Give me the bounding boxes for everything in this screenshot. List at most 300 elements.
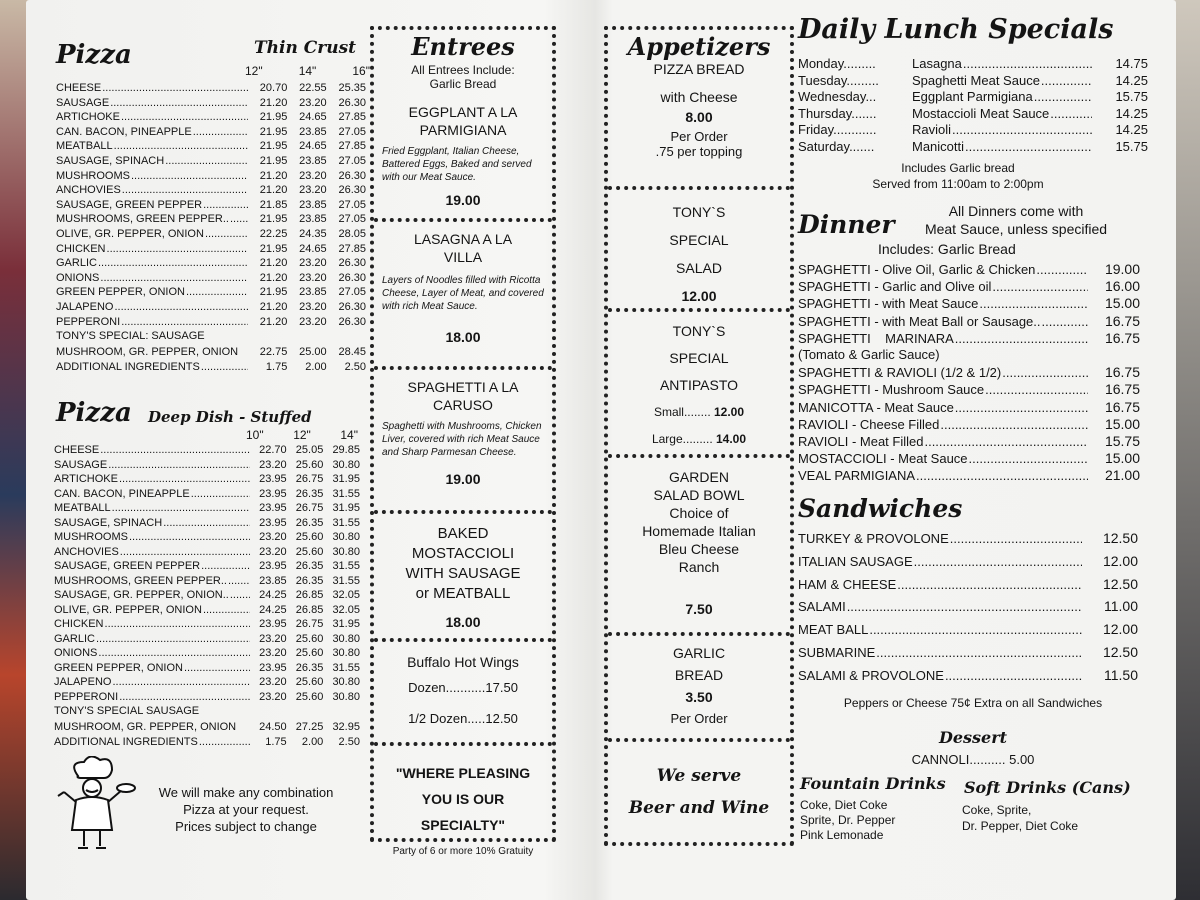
dinner-name — [798, 365, 1088, 380]
pizza-name-text: GREEN PEPPER, ONION — [56, 286, 185, 299]
pizza-row — [54, 488, 360, 500]
sandwich-name — [798, 554, 1082, 569]
pizza-name-text: ONIONS — [56, 271, 100, 284]
pizza-price: 23.20 — [299, 169, 327, 182]
lunch-note-2: Served from 11:00am to 2:00pm — [872, 177, 1044, 191]
pizza-price: 21.95 — [259, 125, 288, 138]
dinner-name — [798, 296, 1088, 311]
pizza-price: 23.95 — [259, 502, 287, 514]
pizza-name — [54, 662, 250, 674]
lunch-price: 14.25 — [1115, 72, 1148, 88]
additional-price: 2.00 — [305, 361, 327, 374]
pizza-name-text: JALAPENO — [56, 301, 114, 313]
pizza-name-text: ARTICHOKE — [56, 111, 120, 124]
dinner-title: Dinner — [798, 210, 895, 239]
salad-line-3: SALAD — [676, 260, 722, 276]
pizza-price: 22.55 — [299, 82, 327, 94]
dinner-row — [798, 364, 1140, 380]
lunch-dish — [912, 73, 1092, 88]
pizza-price: 21.20 — [259, 169, 288, 182]
dinner-name-text: SPAGHETTI - Garlic and Olive oil — [798, 279, 992, 295]
caruso-desc: Spaghetti with Mushrooms, Chicken Liver, covered with rich Meat Sauce and Sharp Parmesan Cheese. — [382, 421, 542, 458]
sandwich-name-text: MEAT BALL — [798, 622, 869, 638]
dinner-name — [798, 279, 1088, 294]
dinner-price: 16.75 — [1104, 312, 1140, 329]
dinner-row — [798, 399, 1140, 415]
sandwich-name-text: SALAMI — [798, 599, 846, 615]
pizza-name-text: GREEN PEPPER, ONION — [54, 661, 183, 674]
pizza-price: 27.85 — [338, 242, 366, 255]
pizza-row — [54, 560, 360, 572]
pizza-price: 27.05 — [338, 286, 366, 299]
soft-drinks-title: Soft Drinks (Cans) — [964, 778, 1131, 797]
dinner-name-text: RAVIOLI - Meat Filled — [798, 434, 924, 449]
pizza-name-text: SAUSAGE, SPINACH — [56, 155, 165, 167]
pizza-row — [56, 82, 366, 94]
pizza-name — [54, 488, 250, 500]
pizza-name-text: PEPPERONI — [56, 315, 121, 328]
pizza-price: 30.80 — [332, 458, 360, 471]
fountain-line-1: Coke, Diet Coke — [800, 798, 888, 812]
entrees-intro-1: All Entrees Include: — [411, 63, 515, 77]
pizza-name-text: SAUSAGE, GR. PEPPER, ONION.. — [54, 589, 229, 601]
sandwich-row — [798, 530, 1138, 546]
pizza-name — [54, 560, 250, 572]
lunch-row — [798, 73, 1148, 88]
pizza-price: 21.95 — [259, 155, 288, 167]
lunch-price: 14.25 — [1115, 122, 1148, 137]
pizza-price: 25.35 — [338, 82, 366, 94]
note-line-2: Pizza at your request. — [183, 802, 309, 817]
pizza-name-text: MUSHROOMS, GREEN PEPPER.. — [54, 574, 227, 587]
pizza-row — [56, 199, 366, 211]
lunch-dish-text: Eggplant Parmigiana — [912, 89, 1033, 104]
pizza-price: 23.95 — [259, 473, 287, 485]
pizza-row — [54, 662, 360, 674]
salad-line-2: SPECIAL — [669, 232, 729, 248]
pizza-name — [56, 243, 248, 255]
dinner-name — [798, 331, 1088, 346]
pizza-name-text: CHEESE — [56, 82, 102, 94]
sandwich-price: 12.50 — [1102, 644, 1138, 660]
dinner-name-text: SPAGHETTI - Olive Oil, Garlic & Chicken — [798, 262, 1036, 277]
pizza-row — [54, 647, 360, 659]
garlic-line-2: BREAD — [674, 667, 724, 683]
special-name-1: TONY'S SPECIAL SAUSAGE — [54, 705, 200, 717]
pizza-row — [54, 691, 360, 703]
garlic-per-order: Per Order — [670, 711, 728, 726]
pizza-price: 21.85 — [259, 198, 288, 211]
special-price: 27.25 — [295, 720, 324, 733]
lunch-dish-text: Mostaccioli Meat Sauce — [912, 105, 1050, 121]
dinner-price: 16.75 — [1104, 364, 1140, 381]
pizza-bread-cheese: with Cheese — [660, 89, 738, 105]
dinner-name — [798, 347, 1088, 362]
special-name-1: TONY'S SPECIAL: SAUSAGE — [56, 330, 205, 343]
eggplant-name-1: EGGPLANT A LA — [408, 104, 518, 120]
caruso-price: 19.00 — [445, 471, 481, 487]
additional-row — [56, 361, 366, 373]
antipasto-line-2: SPECIAL — [669, 350, 729, 366]
pizza-price: 31.95 — [332, 618, 360, 630]
appetizers-title: Appetizers — [627, 32, 771, 61]
lunch-price: 14.75 — [1115, 56, 1148, 71]
additional-name — [56, 361, 248, 373]
lunch-row — [798, 106, 1148, 121]
lasagna-name — [374, 230, 552, 266]
sandwich-name — [798, 577, 1082, 592]
lunch-dish — [912, 122, 1092, 137]
pizza-name — [56, 97, 248, 109]
entrees-divider — [374, 510, 552, 514]
pizza-price: 26.75 — [295, 473, 324, 485]
additional-price: 2.50 — [344, 361, 366, 374]
pizza-name-text: JALAPENO — [54, 676, 112, 688]
pizza-name — [54, 691, 250, 703]
pizza-price: 26.30 — [338, 257, 366, 270]
antipasto-line-3: ANTIPASTO — [659, 377, 739, 393]
entrees-section — [374, 30, 552, 208]
dinner-name — [798, 468, 1088, 483]
dinner-name-text: SPAGHETTI MARINARA — [798, 330, 954, 346]
pizza-thin-sizes — [245, 64, 370, 78]
pizza-price: 25.60 — [295, 531, 324, 543]
eggplant-name — [374, 103, 552, 139]
caruso-name-2: CARUSO — [433, 397, 493, 413]
pizza-price: 23.20 — [259, 531, 287, 543]
pizza-price: 26.30 — [338, 315, 366, 328]
dinner-price: 19.00 — [1104, 261, 1140, 277]
pizza-price: 23.95 — [259, 618, 287, 630]
pizza-row — [56, 257, 366, 269]
pizza-name — [56, 140, 248, 152]
lasagna-item — [374, 230, 552, 345]
pizza-price: 26.35 — [295, 560, 324, 572]
pizza-price: 21.20 — [259, 315, 288, 328]
dinner-intro — [906, 202, 1126, 238]
pizza-price: 32.05 — [332, 603, 360, 616]
pizza-price: 23.85 — [299, 286, 327, 299]
pizza-name — [56, 301, 248, 313]
sandwich-row — [798, 598, 1138, 614]
pizza-name-text: SAUSAGE, SPINACH — [54, 516, 163, 529]
lunch-day: Tuesday......... — [798, 72, 879, 88]
wings-name: Buffalo Hot Wings — [407, 654, 519, 670]
pizza-name — [56, 111, 248, 123]
slogan-line-2: YOU IS OUR — [421, 791, 505, 807]
dinner-price: 16.00 — [1104, 278, 1140, 295]
pizza-price: 27.05 — [338, 198, 366, 211]
pizza-row — [56, 97, 366, 109]
antipasto-large: Large......... 14.00 — [651, 432, 747, 446]
size-12: 12" — [245, 64, 263, 78]
pizza-price: 24.65 — [299, 140, 327, 153]
slogan — [374, 760, 552, 838]
entrees-divider — [374, 218, 552, 222]
dinner-row — [798, 416, 1140, 432]
caruso-name — [374, 378, 552, 414]
sandwich-name — [798, 622, 1082, 637]
pizza-price: 30.80 — [332, 531, 360, 543]
size-14: 14" — [298, 64, 317, 78]
pizza-price: 23.20 — [259, 647, 287, 659]
pizza-price: 25.60 — [295, 632, 324, 645]
mostaccioli-price: 18.00 — [445, 614, 481, 630]
dinner-name — [798, 434, 1088, 449]
entrees-title: Entrees — [411, 32, 515, 61]
pizza-price: 21.20 — [259, 271, 288, 284]
pizza-price: 26.35 — [295, 661, 324, 674]
dessert-title: Dessert — [938, 728, 1008, 747]
pizza-footer-note — [136, 784, 356, 835]
dinner-name — [798, 400, 1088, 415]
eggplant-desc: Fried Eggplant, Italian Cheese, Battered Eggs, Baked and served with our Meat Sauce. — [382, 146, 532, 183]
lunch-dish-text: Ravioli — [912, 122, 952, 137]
size-14: 14" — [340, 428, 358, 442]
pizza-name — [54, 647, 250, 659]
pizza-row — [56, 228, 366, 240]
dinner-name — [798, 382, 1088, 397]
pizza-price: 26.30 — [338, 301, 366, 313]
pizza-row — [56, 111, 366, 123]
special-price: 32.95 — [332, 720, 360, 733]
pizza-name — [56, 286, 248, 298]
pizza-bread-item — [608, 30, 790, 159]
pizza-name — [54, 473, 250, 485]
lunch-price: 15.75 — [1115, 89, 1148, 104]
lunch-day: Wednesday... — [798, 89, 877, 104]
pizza-name-text: CHICKEN — [56, 242, 106, 255]
dinner-name-text: SPAGHETTI - with Meat Ball or Sausage.. — [798, 313, 1041, 329]
wings-half-dozen: 1/2 Dozen.....12.50 — [408, 711, 518, 726]
special-row — [56, 346, 366, 358]
special-price: 24.50 — [259, 720, 287, 733]
pizza-name-text: GARLIC — [56, 257, 97, 270]
pizza-price: 27.05 — [338, 213, 366, 226]
pizza-row — [54, 575, 360, 587]
garden-line-4: Homemade Italian — [642, 523, 756, 539]
pizza-price: 23.20 — [259, 632, 287, 645]
pizza-row — [56, 316, 366, 328]
garden-price: 7.50 — [685, 601, 713, 617]
entrees-divider — [374, 366, 552, 370]
dinner-name-text: SPAGHETTI & RAVIOLI (1/2 & 1/2) — [798, 365, 1002, 381]
dinner-price: 16.75 — [1104, 398, 1140, 415]
pizza-bread-topping: .75 per topping — [655, 144, 743, 159]
mostaccioli-line-1: BAKED — [437, 525, 489, 542]
pizza-price: 22.25 — [259, 228, 288, 240]
pizza-row — [54, 473, 360, 485]
pizza-price: 25.60 — [295, 647, 324, 659]
pizza-price: 30.80 — [332, 647, 360, 659]
pizza-row — [54, 589, 360, 601]
pizza-price: 23.95 — [259, 516, 287, 529]
pizza-price: 26.75 — [295, 502, 324, 514]
pizza-price: 23.20 — [259, 545, 287, 558]
special-name-2: MUSHROOM, GR. PEPPER, ONION — [56, 345, 239, 358]
lunch-price: 15.75 — [1115, 138, 1148, 154]
lunch-dish — [912, 139, 1092, 154]
pizza-name — [56, 155, 248, 167]
pizza-price: 31.95 — [332, 502, 360, 514]
pizza-price: 23.20 — [299, 184, 327, 197]
eggplant-name-2: PARMIGIANA — [419, 122, 507, 138]
lunch-price: 14.25 — [1115, 105, 1148, 121]
pizza-price: 31.55 — [332, 661, 360, 674]
pizza-price: 30.80 — [332, 545, 360, 558]
pizza-row — [54, 531, 360, 543]
pizza-price: 23.85 — [259, 574, 287, 587]
sandwich-name — [798, 668, 1082, 683]
pizza-price: 23.85 — [299, 125, 327, 138]
pizza-name — [56, 316, 248, 328]
dinner-name — [798, 417, 1088, 432]
pizza-deep-title: Pizza — [56, 398, 132, 428]
dinner-intro-2: Meat Sauce, unless specified — [924, 221, 1108, 237]
pizza-name-text: ANCHOVIES — [54, 545, 119, 558]
pizza-name-text: ARTICHOKE — [54, 473, 118, 485]
sandwich-row — [798, 576, 1138, 592]
lunch-notes — [798, 160, 1118, 192]
pizza-name — [56, 228, 248, 240]
fountain-line-2: Sprite, Dr. Pepper — [800, 813, 896, 827]
special-price: 22.75 — [259, 345, 288, 358]
appetizers-divider — [608, 738, 790, 742]
pizza-name-text: MUSHROOMS — [54, 531, 128, 543]
pizza-price: 23.85 — [299, 198, 327, 211]
note-line-1: We will make any combination — [158, 785, 334, 800]
soft-line-1: Coke, Sprite, — [962, 803, 1032, 817]
additional-price: 1.75 — [265, 736, 287, 748]
sandwich-name-text: SUBMARINE — [798, 645, 876, 660]
pizza-price: 30.80 — [332, 676, 360, 688]
salad-line-1: TONY`S — [672, 204, 726, 220]
pizza-price: 28.05 — [338, 228, 366, 240]
pizza-price: 26.30 — [338, 169, 366, 182]
dinner-name — [798, 451, 1088, 466]
pizza-price: 23.20 — [299, 301, 327, 313]
pizza-name-text: CAN. BACON, PINEAPPLE — [54, 487, 190, 500]
lunch-dish-text: Manicotti — [912, 138, 965, 154]
gratuity-note: Party of 6 or more 10% Gratuity — [392, 846, 534, 857]
dinner-row — [798, 347, 1140, 362]
appetizers-divider — [608, 454, 790, 458]
dinner-name-text: MANICOTTA - Meat Sauce — [798, 399, 954, 415]
pizza-row — [56, 184, 366, 196]
pizza-row — [56, 155, 366, 167]
antipasto-item — [608, 318, 790, 453]
dinner-name-text: (Tomato & Garlic Sauce) — [798, 347, 940, 362]
pizza-row — [56, 126, 366, 138]
pizza-price: 31.95 — [332, 473, 360, 485]
special-price: 28.45 — [338, 345, 366, 358]
dinner-row — [798, 278, 1140, 294]
pizza-price: 23.20 — [299, 271, 327, 284]
lunch-dish-text: Spaghetti Meat Sauce — [912, 72, 1040, 88]
pizza-name-text: MUSHROOMS — [56, 169, 130, 182]
wings-dozen: Dozen...........17.50 — [408, 680, 518, 695]
special-price: 25.00 — [299, 345, 327, 358]
special-row — [54, 705, 360, 717]
dinner-price: 16.75 — [1104, 329, 1140, 346]
menu-sheet — [26, 0, 1176, 900]
garden-line-2: SALAD BOWL — [653, 487, 745, 503]
soft-line-2: Dr. Pepper, Diet Coke — [962, 819, 1079, 833]
pizza-row — [56, 301, 366, 313]
pizza-price: 21.95 — [259, 242, 288, 255]
pizza-name — [54, 589, 250, 601]
pizza-price: 21.95 — [259, 286, 288, 299]
pizza-name-text: PEPPERONI — [54, 690, 119, 703]
salad-price: 12.00 — [681, 288, 717, 304]
pizza-row — [54, 502, 360, 514]
dinner-row — [798, 433, 1140, 449]
pizza-price: 26.75 — [295, 618, 324, 630]
garden-line-3: Choice of — [669, 505, 729, 521]
garlic-bread-item — [608, 642, 790, 730]
beer-line-2: Beer and Wine — [628, 798, 770, 818]
slogan-line-3: SPECIALTY" — [420, 817, 506, 833]
dinner-row — [798, 261, 1140, 277]
garlic-line-1: GARLIC — [672, 645, 726, 661]
lunch-day: Thursday....... — [798, 105, 877, 121]
size-16: 16" — [352, 64, 370, 78]
mostaccioli-item — [374, 524, 552, 632]
pizza-name-text: ANCHOVIES — [56, 184, 121, 197]
pizza-price: 30.80 — [332, 632, 360, 645]
pizza-name — [56, 170, 248, 182]
mostaccioli-line-2: MOSTACCIOLI — [411, 545, 515, 562]
pizza-price: 25.05 — [295, 444, 324, 456]
pizza-price: 26.30 — [338, 271, 366, 284]
pizza-deep-subtitle: Deep Dish - Stuffed — [148, 408, 312, 426]
antipasto-small: Small........ 12.00 — [653, 405, 745, 419]
pizza-bread-price: 8.00 — [685, 109, 713, 125]
pizza-name — [56, 257, 248, 269]
sandwich-name — [798, 531, 1082, 546]
garden-line-5: Bleu Cheese — [658, 541, 740, 557]
pizza-price: 23.85 — [299, 155, 327, 167]
wings-item — [374, 654, 552, 726]
pizza-price: 23.95 — [259, 560, 287, 572]
dinner-intro-3: Includes: Garlic Bread — [878, 241, 1016, 257]
mostaccioli-line-3: WITH SAUSAGE — [405, 565, 521, 582]
sandwich-name-text: HAM & CHEESE — [798, 576, 897, 592]
pizza-row — [56, 170, 366, 182]
pizza-name-text: CHEESE — [54, 444, 100, 456]
dinner-row — [798, 467, 1140, 483]
pizza-name-text: MUSHROOMS, GREEN PEPPER.. — [56, 213, 229, 226]
pizza-name-text: GARLIC — [54, 632, 95, 645]
lunch-title: Daily Lunch Specials — [798, 14, 1114, 45]
dinner-name-text: RAVIOLI - Cheese Filled — [798, 416, 940, 432]
pizza-price: 30.80 — [332, 690, 360, 703]
fountain-line-3: Pink Lemonade — [800, 828, 884, 842]
dinner-price: 15.00 — [1104, 415, 1140, 432]
pizza-row — [54, 604, 360, 616]
additional-name — [54, 736, 250, 748]
dinner-price: 15.00 — [1104, 450, 1140, 467]
sandwich-price: 12.50 — [1102, 575, 1138, 592]
pizza-name — [54, 444, 250, 456]
pizza-price: 25.60 — [295, 458, 324, 471]
additional-row — [54, 736, 360, 748]
caruso-name-1: SPAGHETTI A LA — [407, 379, 519, 395]
special-row — [56, 330, 366, 342]
pizza-price: 23.20 — [299, 257, 327, 270]
size-10: 10" — [246, 428, 264, 442]
lunch-row — [798, 122, 1148, 137]
